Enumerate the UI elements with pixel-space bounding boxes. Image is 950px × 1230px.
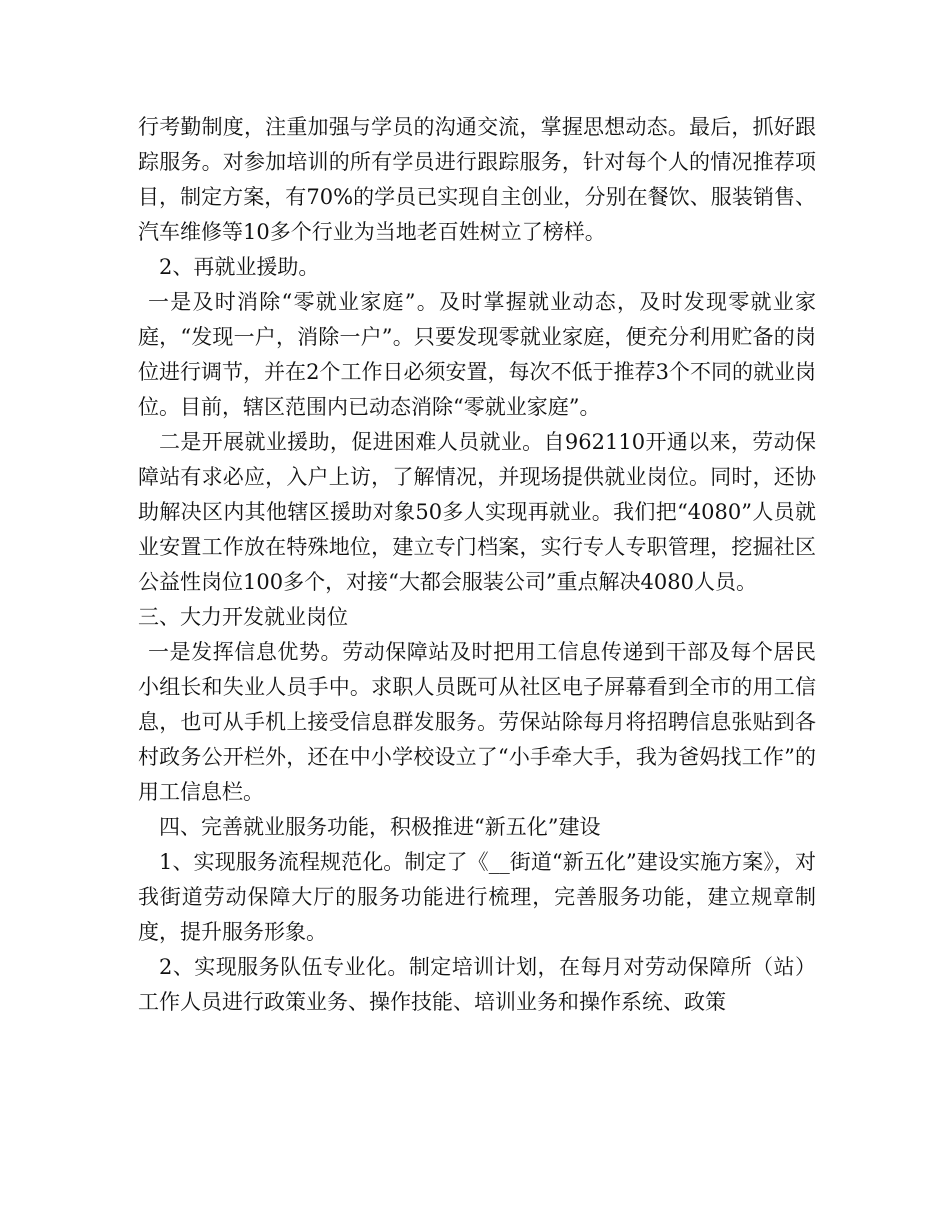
section-heading-new-five: 四、完善就业服务功能，积极推进“新五化”建设 [159,815,601,839]
paragraph-team-professionalization: 2、实现服务队伍专业化。制定培训计划，在每月对劳动保障所（站）工作人员进行政策业务、操作技能、培训业务和操作系统、政策 [138,955,816,1014]
subheading-reemployment-assistance: 2、再就业援助。 [159,255,320,279]
paragraph-training-followup: 行考勤制度，注重加强与学员的沟通交流，掌握思想动态。最后，抓好跟踪服务。对参加培训的所有学员进行跟踪服务，针对每个人的情况推荐项目，制定方案，有70%的学员已实现自主创业，分别在餐饮、服装销售、汽车维修等10多个行业为当地老百姓树立了榜样。 [138,115,816,244]
section-heading-develop-jobs: 三、大力开发就业岗位 [138,605,348,629]
paragraph-zero-employment-families: 一是及时消除“零就业家庭”。及时掌握就业动态，及时发现零就业家庭，“发现一户，消除一户”。只要发现零就业家庭，便充分利用贮备的岗位进行调节，并在2个工作日必须安置，每次不低于推荐3个不同的就业岗位。目前，辖区范围内已动态消除“零就业家庭”。 [138,290,816,419]
document-body [138,110,816,1020]
paragraph-process-standardization: 1、实现服务流程规范化。制定了《__街道“新五化”建设实施方案》，对我街道劳动保障大厅的服务功能进行梳理，完善服务功能，建立规章制度，提升服务形象。 [138,850,816,944]
paragraph-information-advantage: 一是发挥信息优势。劳动保障站及时把用工信息传递到干部及每个居民小组长和失业人员手中。求职人员既可从社区电子屏幕看到全市的用工信息，也可从手机上接受信息群发服务。劳保站除每月将招聘信息张贴到各村政务公开栏外，还在中小学校设立了“小手牵大手，我为爸妈找工作”的用工信息栏。 [138,640,816,804]
paragraph-employment-assistance: 二是开展就业援助，促进困难人员就业。自962110开通以来，劳动保障站有求必应，入户上访，了解情况，并现场提供就业岗位。同时，还协助解决区内其他辖区援助对象50多人实现再就业。我们把“4080”人员就业安置工作放在特殊地位，建立专门档案，实行专人专职管理，挖掘社区公益性岗位100多个，对接“大都会服装公司”重点解决4080人员。 [138,430,816,594]
